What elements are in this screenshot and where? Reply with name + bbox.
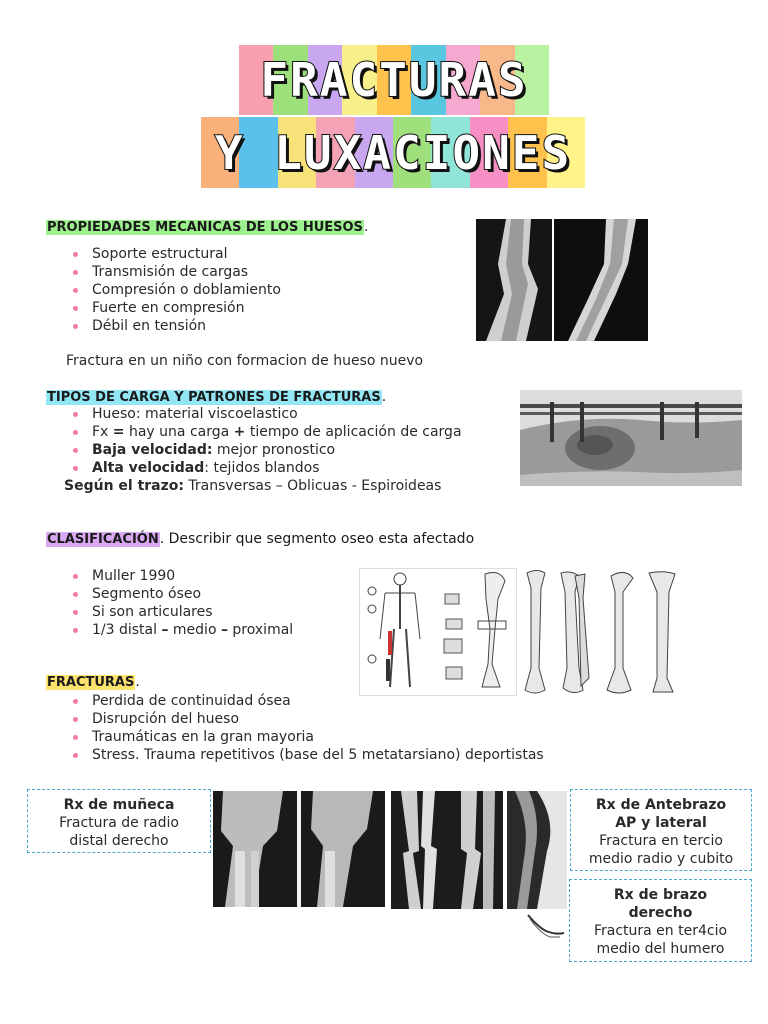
- list-item: Si son articulares: [66, 603, 213, 621]
- list-item: Compresión o doblamiento: [66, 281, 281, 299]
- caption-title: Rx de Antebrazo: [595, 797, 727, 813]
- tipos-list: [66, 405, 462, 477]
- list-item: [66, 423, 462, 441]
- list-item: Fuerte en compresión: [66, 299, 281, 317]
- list-item: [66, 621, 293, 639]
- list-item: Traumáticas en la gran mayoria: [66, 728, 544, 746]
- heading-tipos-text: TIPOS DE CARGA Y PATRONES DE FRACTURAS: [47, 390, 381, 405]
- heading-fracturas-text: FRACTURAS: [47, 675, 135, 690]
- title-banner-line2: [201, 117, 585, 188]
- text: Transversas – Oblicuas - Espiroideas: [183, 478, 442, 494]
- equals-sign: =: [112, 424, 125, 440]
- arm-sketch-icon: [524, 907, 568, 943]
- list-item: Stress. Trauma repetitivos (base del 5 metatarsiano) deportistas: [66, 746, 544, 764]
- caption-title: Rx de muñeca: [63, 797, 175, 813]
- heading-suffix: . Describir que segmento oseo esta afectado: [159, 531, 475, 547]
- list-item: Hueso: material viscoelastico: [66, 405, 462, 423]
- label-bold: Baja velocidad:: [92, 442, 213, 458]
- trazo-line: [64, 478, 441, 494]
- list-item: Transmisión de cargas: [66, 263, 281, 281]
- plus-sign: +: [233, 424, 246, 440]
- caption-muneca: [27, 789, 211, 853]
- title-line2: Y LUXACIONES: [214, 125, 572, 180]
- xray-caption-note: Fractura en un niño con formacion de hueso nuevo: [66, 353, 424, 369]
- label-bold: Alta velocidad: [92, 460, 205, 476]
- caption-title-2: derecho: [628, 905, 693, 921]
- list-item: [66, 441, 462, 459]
- long-bones-diagram: [519, 568, 681, 698]
- propiedades-list: [66, 245, 281, 335]
- caption-line: distal derecho: [69, 833, 169, 849]
- xray-humerus: [507, 791, 567, 909]
- clasificacion-list: [66, 567, 213, 621]
- list-item: Segmento óseo: [66, 585, 213, 603]
- heading-suffix: .: [381, 389, 387, 405]
- list-item: Muller 1990: [66, 567, 213, 585]
- dash: –: [220, 622, 228, 638]
- text: proximal: [227, 622, 294, 638]
- text: Fx: [92, 424, 113, 440]
- heading-clasificacion-text: CLASIFICACIÓN: [47, 532, 159, 547]
- text: medio: [168, 622, 221, 638]
- list-item: [66, 459, 462, 477]
- caption-brazo: [569, 879, 752, 962]
- xray-wrist: [213, 791, 385, 907]
- caption-line: Fractura en ter4cio: [593, 923, 728, 939]
- caption-line: Fractura en tercio: [599, 833, 723, 849]
- heading-suffix: .: [135, 674, 140, 690]
- heading-fracturas: [46, 674, 140, 690]
- external-fixator-photo: [520, 390, 742, 486]
- caption-line: Fractura de radio: [59, 815, 179, 831]
- caption-antebrazo: [570, 789, 752, 871]
- heading-propiedades-text: PROPIEDADES MECANICAS DE LOS HUESOS: [47, 220, 363, 235]
- heading-tipos: [46, 389, 386, 405]
- list-item: Soporte estructural: [66, 245, 281, 263]
- caption-title-2: AP y lateral: [615, 815, 707, 831]
- list-item: Perdida de continuidad ósea: [66, 692, 544, 710]
- text: : tejidos blandos: [204, 460, 320, 476]
- caption-title: Rx de brazo: [613, 887, 708, 903]
- xray-forearm: [391, 791, 503, 909]
- text: 1/3 distal: [92, 622, 162, 638]
- heading-propiedades: [46, 219, 368, 235]
- caption-line: medio del humero: [596, 941, 725, 957]
- muller-classification-diagram: [359, 568, 517, 696]
- text: hay una carga: [124, 424, 234, 440]
- heading-suffix: .: [363, 219, 369, 235]
- list-item: Débil en tensión: [66, 317, 281, 335]
- text: mejor pronostico: [212, 442, 336, 458]
- xray-image-child-fracture: [476, 219, 648, 341]
- title-banner-line1: [239, 45, 549, 115]
- fracturas-list: [66, 692, 544, 764]
- label-bold: Según el trazo:: [64, 478, 184, 494]
- caption-line: medio radio y cubito: [588, 851, 734, 867]
- heading-clasificacion: [46, 531, 474, 547]
- list-item: Disrupción del hueso: [66, 710, 544, 728]
- clasificacion-list-last: [66, 621, 293, 639]
- dash: –: [161, 622, 169, 638]
- title-line1: FRACTURAS: [260, 53, 528, 107]
- text: tiempo de aplicación de carga: [245, 424, 462, 440]
